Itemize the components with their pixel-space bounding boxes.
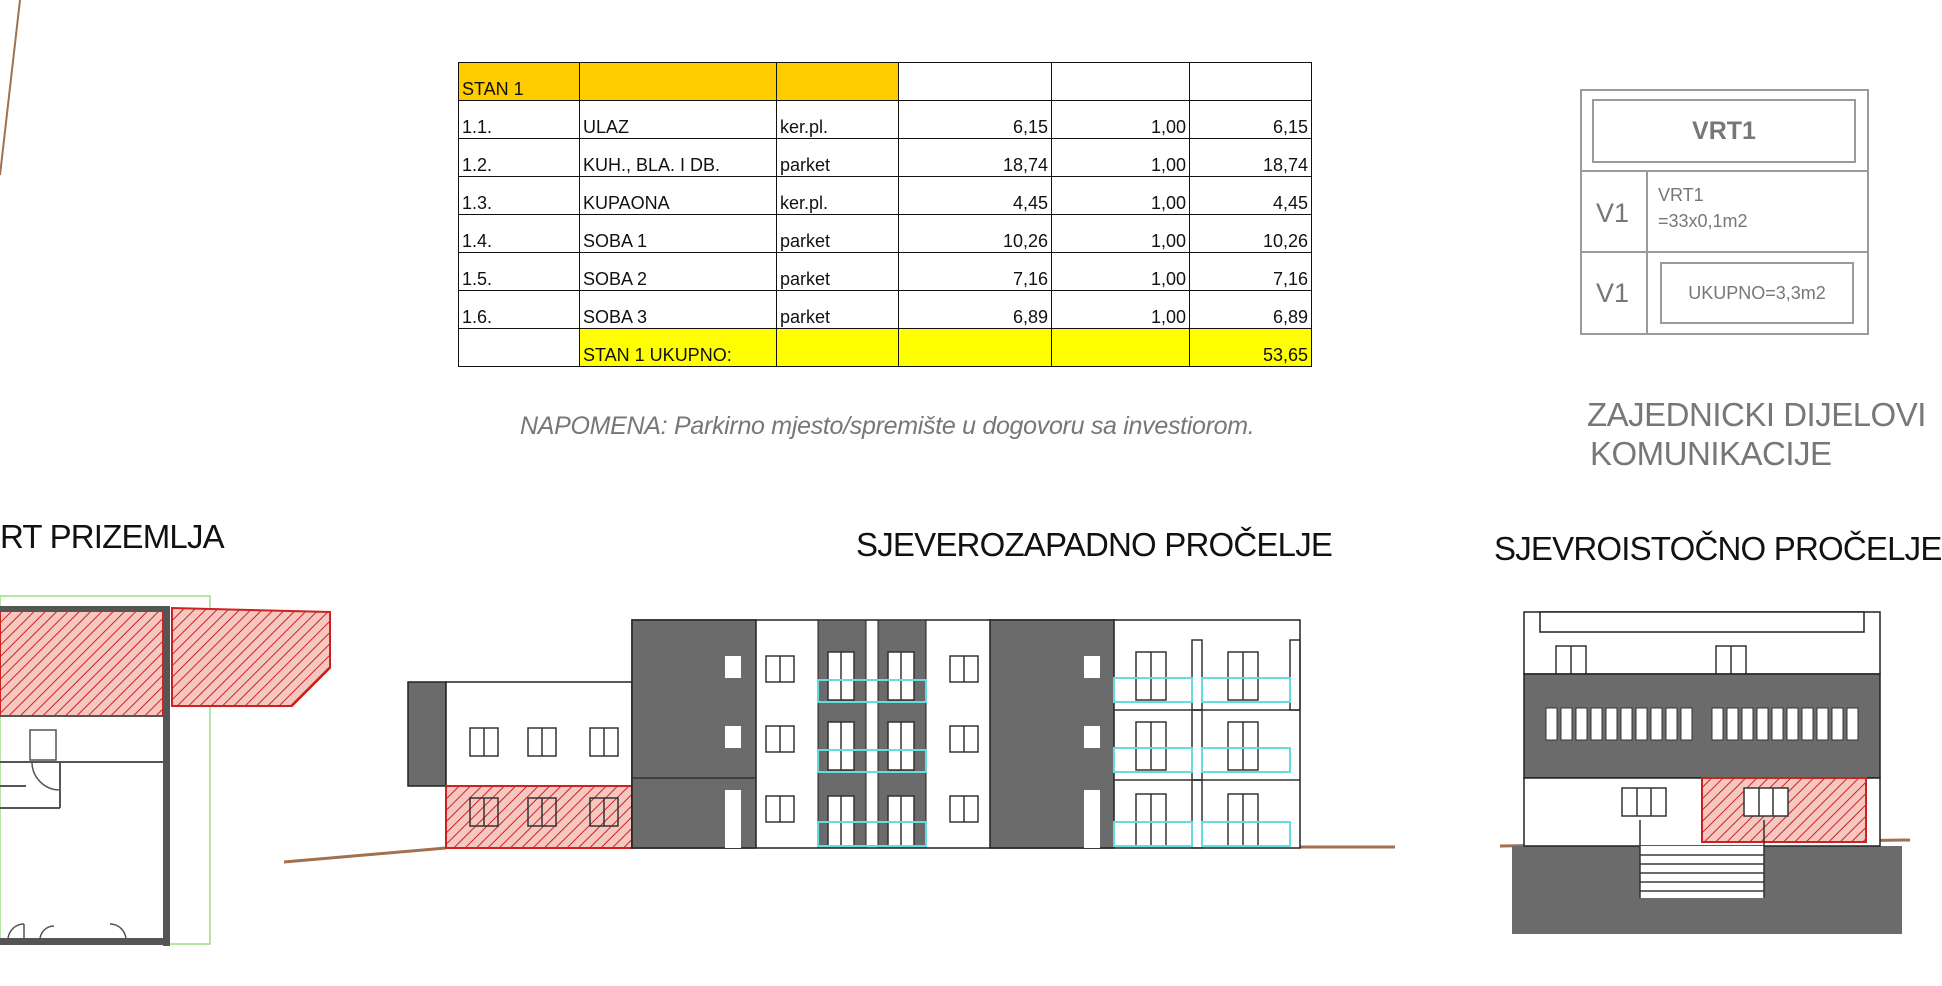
ground-line bbox=[284, 848, 446, 862]
legend-desc-line1: VRT1 bbox=[1658, 185, 1704, 205]
total-label: STAN 1 UKUPNO: bbox=[580, 329, 777, 367]
table-row: 1.6. SOBA 3 parket 6,89 1,00 6,89 bbox=[459, 291, 1312, 329]
door bbox=[30, 730, 56, 760]
ribbon-window bbox=[1787, 708, 1798, 740]
garden-legend-title: VRT1 bbox=[1592, 99, 1856, 163]
ribbon-window bbox=[1712, 708, 1723, 740]
common-parts-label: ZAJEDNICKI DIJELOVI bbox=[1587, 396, 1926, 433]
hatched-apartment-area bbox=[0, 608, 163, 716]
total-value: 53,65 bbox=[1190, 329, 1312, 367]
wall bbox=[0, 938, 170, 945]
ribbon-window bbox=[1832, 708, 1843, 740]
ribbon-window bbox=[1651, 708, 1662, 740]
ribbon-window bbox=[1591, 708, 1602, 740]
table-row: 1.3. KUPAONA ker.pl. 4,45 1,00 4,45 bbox=[459, 177, 1312, 215]
wall bbox=[163, 606, 170, 946]
wall bbox=[0, 606, 168, 612]
ribbon-window bbox=[1757, 708, 1768, 740]
door-swing bbox=[40, 924, 126, 940]
table-row: 1.1. ULAZ ker.pl. 6,15 1,00 6,15 bbox=[459, 101, 1312, 139]
apartment-label: STAN 1 bbox=[459, 63, 580, 101]
ribbon-window bbox=[1802, 708, 1813, 740]
ribbon-window bbox=[1772, 708, 1783, 740]
legend-total: UKUPNO=3,3m2 bbox=[1660, 262, 1854, 324]
northeast-facade-heading: SJEVROISTOČNO PROČELJE bbox=[1494, 530, 1942, 567]
ribbon-window bbox=[1742, 708, 1753, 740]
northeast-facade bbox=[1500, 612, 1910, 934]
ribbon-window bbox=[1606, 708, 1617, 740]
door-swing bbox=[8, 924, 24, 940]
table-row: 1.5. SOBA 2 parket 7,16 1,00 7,16 bbox=[459, 253, 1312, 291]
hatched-garden-area bbox=[172, 608, 330, 706]
table-row: 1.2. KUH., BLA. I DB. parket 18,74 1,00 18,74 bbox=[459, 139, 1312, 177]
ribbon-window bbox=[1561, 708, 1572, 740]
ground-floor-plan-heading: RT PRIZEMLJA bbox=[0, 518, 224, 555]
ribbon-window bbox=[1727, 708, 1738, 740]
ribbon-window bbox=[1847, 708, 1858, 740]
plot-boundary-line bbox=[0, 0, 20, 175]
ribbon-window bbox=[1636, 708, 1647, 740]
northwest-facade-heading: SJEVEROZAPADNO PROČELJE bbox=[856, 526, 1333, 563]
ribbon-window bbox=[1666, 708, 1677, 740]
ribbon-window bbox=[1681, 708, 1692, 740]
ribbon-window bbox=[1576, 708, 1587, 740]
ribbon-window bbox=[1817, 708, 1828, 740]
communications-label: KOMUNIKACIJE bbox=[1590, 435, 1832, 472]
northwest-facade bbox=[284, 620, 1395, 862]
ribbon-window bbox=[1546, 708, 1557, 740]
parking-note: NAPOMENA: Parkirno mjesto/spremište u dogovoru sa investiorom. bbox=[520, 412, 1255, 440]
door-swing bbox=[32, 762, 60, 790]
legend-desc-line2: =33x0,1m2 bbox=[1658, 211, 1748, 231]
legend-code: V1 bbox=[1596, 198, 1630, 228]
table-row: 1.4. SOBA 1 parket 10,26 1,00 10,26 bbox=[459, 215, 1312, 253]
ground-floor-plan bbox=[0, 596, 330, 946]
legend-code: V1 bbox=[1596, 278, 1630, 308]
ribbon-window bbox=[1621, 708, 1632, 740]
